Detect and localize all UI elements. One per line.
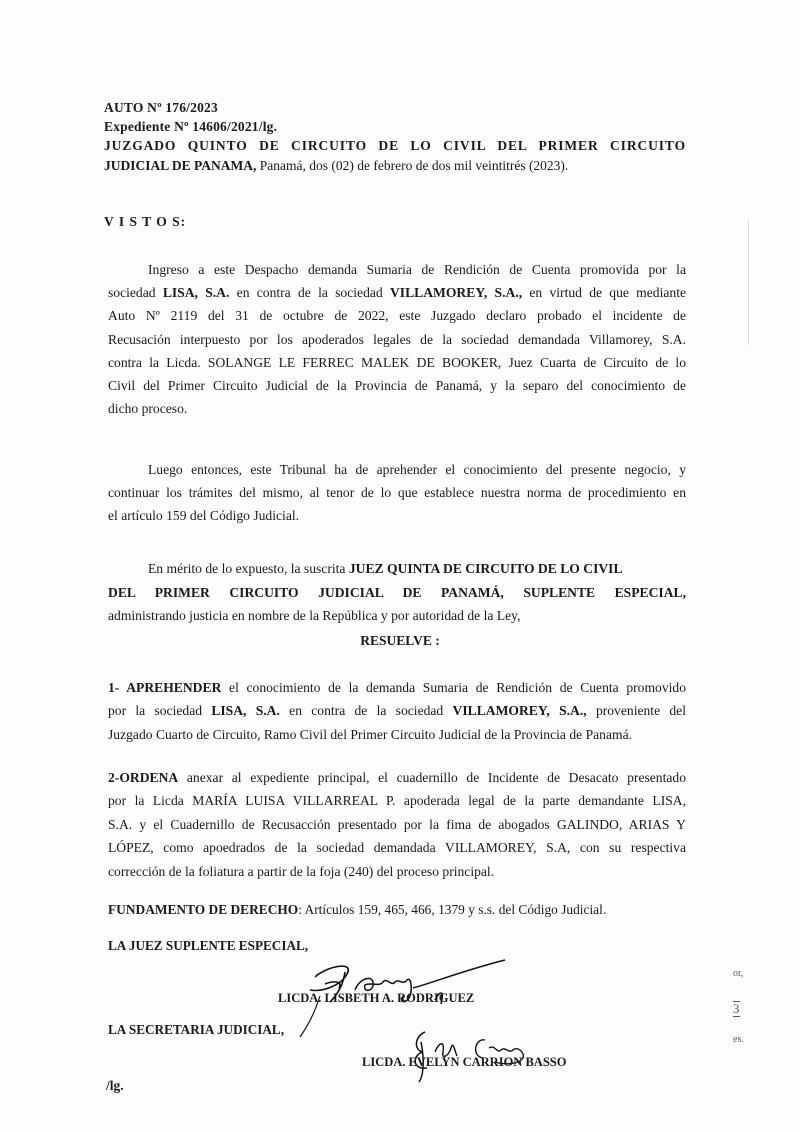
text: el artículo 159 del Código Judicial. [108, 508, 300, 524]
bold-text: 2-ORDENA [108, 770, 179, 785]
text: Civil del Primer Circuito Judicial de la Provincia de Panamá, y la separo del conocimiento de [108, 378, 686, 393]
bold-text: VILLAMOREY, S.A., [452, 703, 587, 719]
text: En mérito de lo expuesto, la suscrita [148, 561, 349, 576]
margin-mark-2: 3 [733, 1001, 740, 1016]
text: dicho proceso. [108, 401, 188, 417]
auto-number: AUTO Nº 176/2023 [104, 100, 218, 115]
text: administrando justicia en nombre de la República y por autoridad de la Ley, [108, 608, 521, 623]
court-name-bold: JUDICIAL DE PANAMA, [104, 158, 257, 173]
text-line [108, 703, 686, 719]
initials: /lg. [106, 1078, 124, 1093]
text-line [108, 378, 686, 394]
text: contra la Licda. SOLANGE LE FERREC MALEK DE BOOKER, Juez Cuarta de Circuito de lo [108, 354, 686, 370]
text: sociedad [108, 285, 163, 301]
text: en contra de la sociedad [279, 703, 453, 719]
text: en virtud de que mediante [522, 285, 687, 301]
text: el conocimiento de la demanda Sumaria de Rendición de Cuenta promovido [221, 680, 687, 695]
bold-text: 1- APREHENDER [108, 680, 222, 695]
text-line [108, 793, 686, 809]
text: Recusación interpuesto por los apoderados legales de la sociedad demandada Villamorey, S.A. [108, 331, 686, 347]
court-name-line-1: JUZGADO QUINTO DE CIRCUITO DE LO CIVIL DEL PRIMER CIRCUITO [104, 138, 686, 153]
text-line [108, 608, 686, 624]
text-line [108, 308, 686, 324]
text-line [108, 285, 686, 301]
judge-title: LA JUEZ SUPLENTE ESPECIAL, [108, 938, 309, 953]
text-line [108, 355, 686, 371]
text: Auto Nº 2119 del 31 de octubre de 2022, este Juzgado declaro probado el incidente de [108, 308, 686, 324]
text-line [108, 485, 686, 501]
text-line [108, 864, 686, 880]
fundamento-label: FUNDAMENTO DE DERECHO [108, 902, 299, 917]
text: Juzgado Cuarto de Circuito, Ramo Civil del Primer Circuito Judicial de la Provincia de Panamá. [108, 726, 633, 742]
text: en contra de la sociedad [229, 285, 390, 301]
secretary-name: LICDA. EVELYN CARRION BASSO [362, 1055, 567, 1069]
text-line [108, 727, 686, 743]
bold-text: LISA, S.A. [211, 703, 280, 719]
bold-text: VILLAMOREY, S.A., [389, 285, 523, 301]
text: LÓPEZ, como apoedrados de la sociedad demandada VILLAMOREY, S.A, con su respectiva [108, 840, 686, 856]
text: por la Licda MARÍA LUISA VILLARREAL P. apoderada legal de la parte demandante LISA, [108, 793, 686, 809]
text-line [148, 262, 686, 278]
expediente-number: Expediente Nº 14606/2021/lg. [104, 119, 278, 134]
text-line [108, 817, 686, 833]
secretary-signature [405, 1022, 565, 1082]
text-line [108, 585, 686, 601]
fundamento-text: : Artículos 159, 465, 466, 1379 y s.s. del Código Judicial. [298, 902, 607, 917]
vistos-heading: V I S T O S: [104, 214, 187, 229]
text: proveniente del [586, 703, 686, 719]
bold-text: LISA, S.A. [162, 285, 230, 301]
fundamento-de-derecho [108, 902, 606, 918]
text-line [108, 332, 686, 348]
text: Luego entonces, este Tribunal ha de aprehender el conocimiento del presente negocio, y [148, 462, 686, 477]
secretary-title: LA SECRETARIA JUDICIAL, [108, 1022, 284, 1037]
text: continuar los trámites del mismo, al tenor de lo que establece nuestra norma de procedimiento en [108, 485, 686, 501]
text-line [108, 680, 686, 696]
margin-mark-3: es. [733, 1034, 744, 1045]
margin-mark-1: or, [733, 968, 744, 979]
text-line [108, 770, 686, 786]
court-name-line-2 [104, 158, 568, 174]
resuelve-heading: RESUELVE : [360, 633, 440, 648]
text-line [148, 561, 686, 577]
judge-name: LICDA. LISBETH A. RODRIGUEZ [278, 991, 475, 1005]
text: S.A. y el Cuadernillo de Recusacción presentado por la fima de abogados GALINDO, ARIAS Y [108, 816, 686, 832]
text-line [148, 462, 686, 478]
bold-text: JUEZ QUINTA DE CIRCUITO DE LO CIVIL [348, 561, 623, 576]
text-line [108, 401, 686, 417]
text: Ingreso a este Despacho demanda Sumaria de Rendición de Cuenta promovida por la [148, 262, 686, 277]
text: por la sociedad [108, 703, 212, 719]
text: anexar al expediente principal, el cuadernillo de Incidente de Desacato presentado [178, 770, 686, 785]
text: corrección de la foliatura a partir de la foja (240) del proceso principal. [108, 863, 495, 879]
court-date: Panamá, dos (02) de febrero de dos mil veintitrés (2023). [256, 158, 569, 173]
bold-text: DEL PRIMER CIRCUITO JUDICIAL DE PANAMÁ, SUPLENTE ESPECIAL, [108, 584, 686, 600]
text-line [108, 508, 686, 524]
scan-artifact-line [748, 220, 749, 345]
text-line [108, 840, 686, 856]
